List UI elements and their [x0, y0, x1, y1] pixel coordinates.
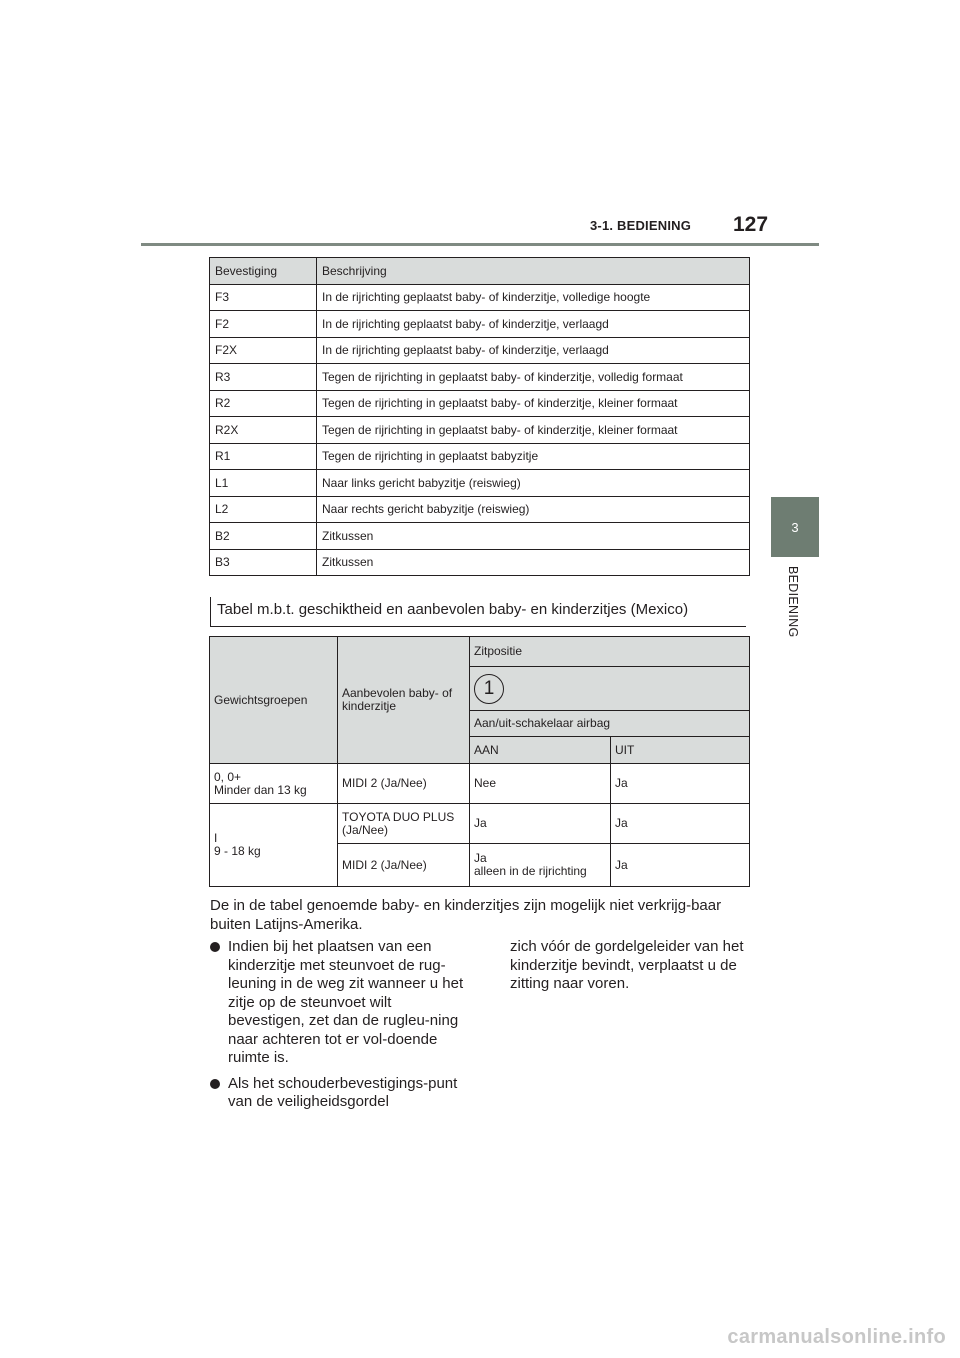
- table-cell: L2: [210, 496, 317, 523]
- table-cell: R2: [210, 390, 317, 417]
- section-header: 3-1. BEDIENING: [590, 218, 692, 233]
- header-divider: [141, 243, 819, 246]
- page-number: 127: [733, 213, 769, 236]
- table-row: [210, 549, 750, 576]
- table-row: [210, 364, 750, 391]
- table-cell: F2X: [210, 337, 317, 364]
- chapter-tab: [771, 497, 819, 557]
- cell-line: Ja: [474, 851, 487, 866]
- table-cell: Naar rechts gericht babyzitje (reiswieg): [317, 496, 750, 523]
- table-header-row: [210, 258, 750, 285]
- cell-line: alleen in de rijrichting: [474, 864, 587, 878]
- table-cell: R1: [210, 443, 317, 470]
- table-row: [210, 337, 750, 364]
- airbag-on-header: AAN: [470, 737, 611, 764]
- airbag-off-header: UIT: [611, 737, 750, 764]
- weight-group-name: 0, 0+: [214, 769, 242, 784]
- table-cell: B3: [210, 549, 317, 576]
- bullet-icon: [210, 1079, 220, 1089]
- table-cell: Tegen de rijrichting in geplaatst babyzitje: [317, 443, 750, 470]
- bullet-text: Indien bij het plaatsen van een kinderzitje met steunvoet de rug-leuning in de weg zit wanneer u het zitje op de steunvoet wilt bevestigen, zet dan de rugleu-ning naar achteren tot er vol-doende ruimte is.: [228, 938, 464, 1066]
- weight-group-name: I: [214, 831, 218, 846]
- bullet-text: Als het schouderbevestigings-punt van de veiligheidsgordel: [228, 1074, 458, 1110]
- seat-number-badge: 1: [474, 674, 504, 704]
- table-cell: R2X: [210, 417, 317, 444]
- table-row: [210, 496, 750, 523]
- weight-groups-header: Gewichtsgroepen: [210, 637, 338, 764]
- continuation-text: zich vóór de gordelgeleider van het kinderzitje bevindt, verplaatst u de zitting naar voren.: [510, 938, 744, 992]
- table-cell: F3: [210, 284, 317, 311]
- table-header-cell: Bevestiging: [210, 258, 317, 285]
- bullet-item: [210, 1075, 472, 1112]
- table-row: [210, 417, 750, 444]
- table-cell: Ja: [470, 804, 611, 844]
- bullet-icon: [210, 942, 220, 952]
- table-row: [210, 804, 750, 844]
- suitability-table: [209, 636, 750, 887]
- table-cell: Ja: [611, 804, 750, 844]
- section-title: Tabel m.b.t. geschiktheid en aanbevolen baby- en kinderzitjes (Mexico): [210, 597, 746, 627]
- table-cell: L1: [210, 470, 317, 497]
- table-row: [210, 311, 750, 338]
- table-cell: Ja: [611, 844, 750, 887]
- table-cell: Zitkussen: [317, 523, 750, 550]
- table-cell: Tegen de rijrichting in geplaatst baby- of kinderzitje, volledig formaat: [317, 364, 750, 391]
- seat-number-cell: [470, 667, 750, 711]
- seat-position-header: Zitpositie: [470, 637, 750, 667]
- table-row: [210, 284, 750, 311]
- table-cell: Tegen de rijrichting in geplaatst baby- of kinderzitje, kleiner formaat: [317, 390, 750, 417]
- airbag-switch-header: Aan/uit-schakelaar airbag: [470, 711, 750, 737]
- table-row: [210, 637, 750, 667]
- table-cell: R3: [210, 364, 317, 391]
- table-cell: F2: [210, 311, 317, 338]
- watermark: carmanualsonline.info: [727, 1326, 946, 1348]
- table-row: [210, 443, 750, 470]
- bullet-list: [210, 938, 472, 1119]
- weight-group-range: Minder dan 13 kg: [214, 782, 307, 797]
- table-cell: MIDI 2 (Ja/Nee): [338, 844, 470, 887]
- table-cell: Zitkussen: [317, 549, 750, 576]
- weight-group-cell: [210, 764, 338, 804]
- chapter-number: 3: [791, 519, 799, 535]
- fixation-table: [209, 257, 750, 576]
- table-row: [210, 470, 750, 497]
- table-cell: Ja: [611, 764, 750, 804]
- table-cell: In de rijrichting geplaatst baby- of kinderzitje, verlaagd: [317, 311, 750, 338]
- table-cell: In de rijrichting geplaatst baby- of kinderzitje, volledige hoogte: [317, 284, 750, 311]
- table-cell: MIDI 2 (Ja/Nee): [338, 764, 470, 804]
- table-cell: [470, 844, 611, 887]
- body-paragraph: De in de tabel genoemde baby- en kinderzitjes zijn mogelijk niet verkrijg-baar buiten Latijns-Amerika.: [210, 897, 722, 933]
- bullet-item: [210, 938, 472, 1068]
- table-row: [210, 523, 750, 550]
- table-cell: Nee: [470, 764, 611, 804]
- table-row: [210, 764, 750, 804]
- table-cell: Tegen de rijrichting in geplaatst baby- of kinderzitje, kleiner formaat: [317, 417, 750, 444]
- weight-group-cell: [210, 804, 338, 887]
- recommended-seat-header: Aanbevolen baby- of kinderzitje: [338, 637, 470, 764]
- table-cell: B2: [210, 523, 317, 550]
- table-cell: TOYOTA DUO PLUS (Ja/Nee): [338, 804, 470, 844]
- table-header-cell: Beschrijving: [317, 258, 750, 285]
- weight-group-range: 9 - 18 kg: [214, 844, 261, 858]
- table-row: [210, 390, 750, 417]
- table-cell: Naar links gericht babyzitje (reiswieg): [317, 470, 750, 497]
- table-cell: In de rijrichting geplaatst baby- of kinderzitje, verlaagd: [317, 337, 750, 364]
- chapter-label: BEDIENING: [786, 566, 800, 638]
